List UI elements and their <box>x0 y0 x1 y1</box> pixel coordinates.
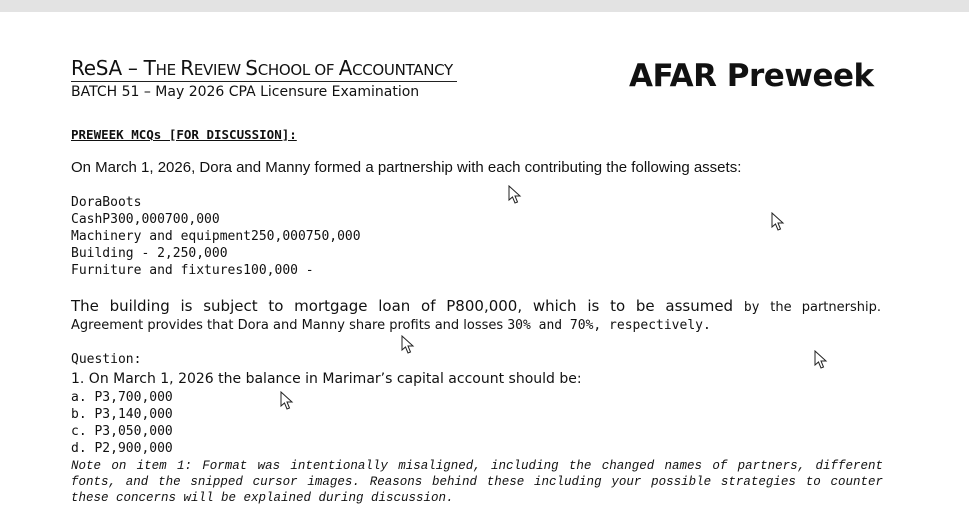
mortgage-paragraph-line2: Agreement provides that Dora and Manny share profits and losses 30% and 70%, respectively. <box>71 318 711 333</box>
mouse-cursor-icon <box>280 391 294 411</box>
asset-row-building: Building - 2,250,000 <box>71 246 228 261</box>
option-c: c. P3,050,000 <box>71 424 173 439</box>
mouse-cursor-icon <box>508 185 522 205</box>
school-brand: ReSA – THE REVIEW SCHOOL OF ACCOUNTANCY <box>71 56 453 80</box>
note-item-1: Note on item 1: Format was intentionally misaligned, including the changed names of partners, different fonts, and the snipped cursor images. Reasons behind these including your possible strategies to counter these concerns will be explained during discussion. <box>71 459 883 505</box>
batch-subtitle: BATCH 51 – May 2026 CPA Licensure Examination <box>71 84 420 100</box>
question-1-text: 1. On March 1, 2026 the balance in Marimar’s capital account should be: <box>71 371 582 387</box>
mouse-cursor-icon <box>771 212 785 232</box>
brand-underline <box>71 81 457 82</box>
window-top-bar <box>0 0 969 12</box>
option-b: b. P3,140,000 <box>71 407 173 422</box>
mouse-cursor-icon <box>814 350 828 370</box>
asset-row-cash: CashP300,000700,000 <box>71 212 220 227</box>
asset-row-machinery: Machinery and equipment250,000750,000 <box>71 229 361 244</box>
option-a: a. P3,700,000 <box>71 390 173 405</box>
asset-row-furniture: Furniture and fixtures100,000 - <box>71 263 314 278</box>
mouse-cursor-icon <box>401 335 415 355</box>
option-d: d. P2,900,000 <box>71 441 173 456</box>
document-title: AFAR Preweek <box>629 58 874 94</box>
mortgage-paragraph-line1: The building is subject to mortgage loan of P800,000, which is to be assumed by the partnership. <box>71 297 881 315</box>
intro-text: On March 1, 2026, Dora and Manny formed a partnership with each contributing the following assets: <box>71 159 742 176</box>
question-label: Question: <box>71 352 142 367</box>
asset-table-header: DoraBoots <box>71 195 142 210</box>
section-title: PREWEEK MCQs [FOR DISCUSSION]: <box>71 127 297 142</box>
